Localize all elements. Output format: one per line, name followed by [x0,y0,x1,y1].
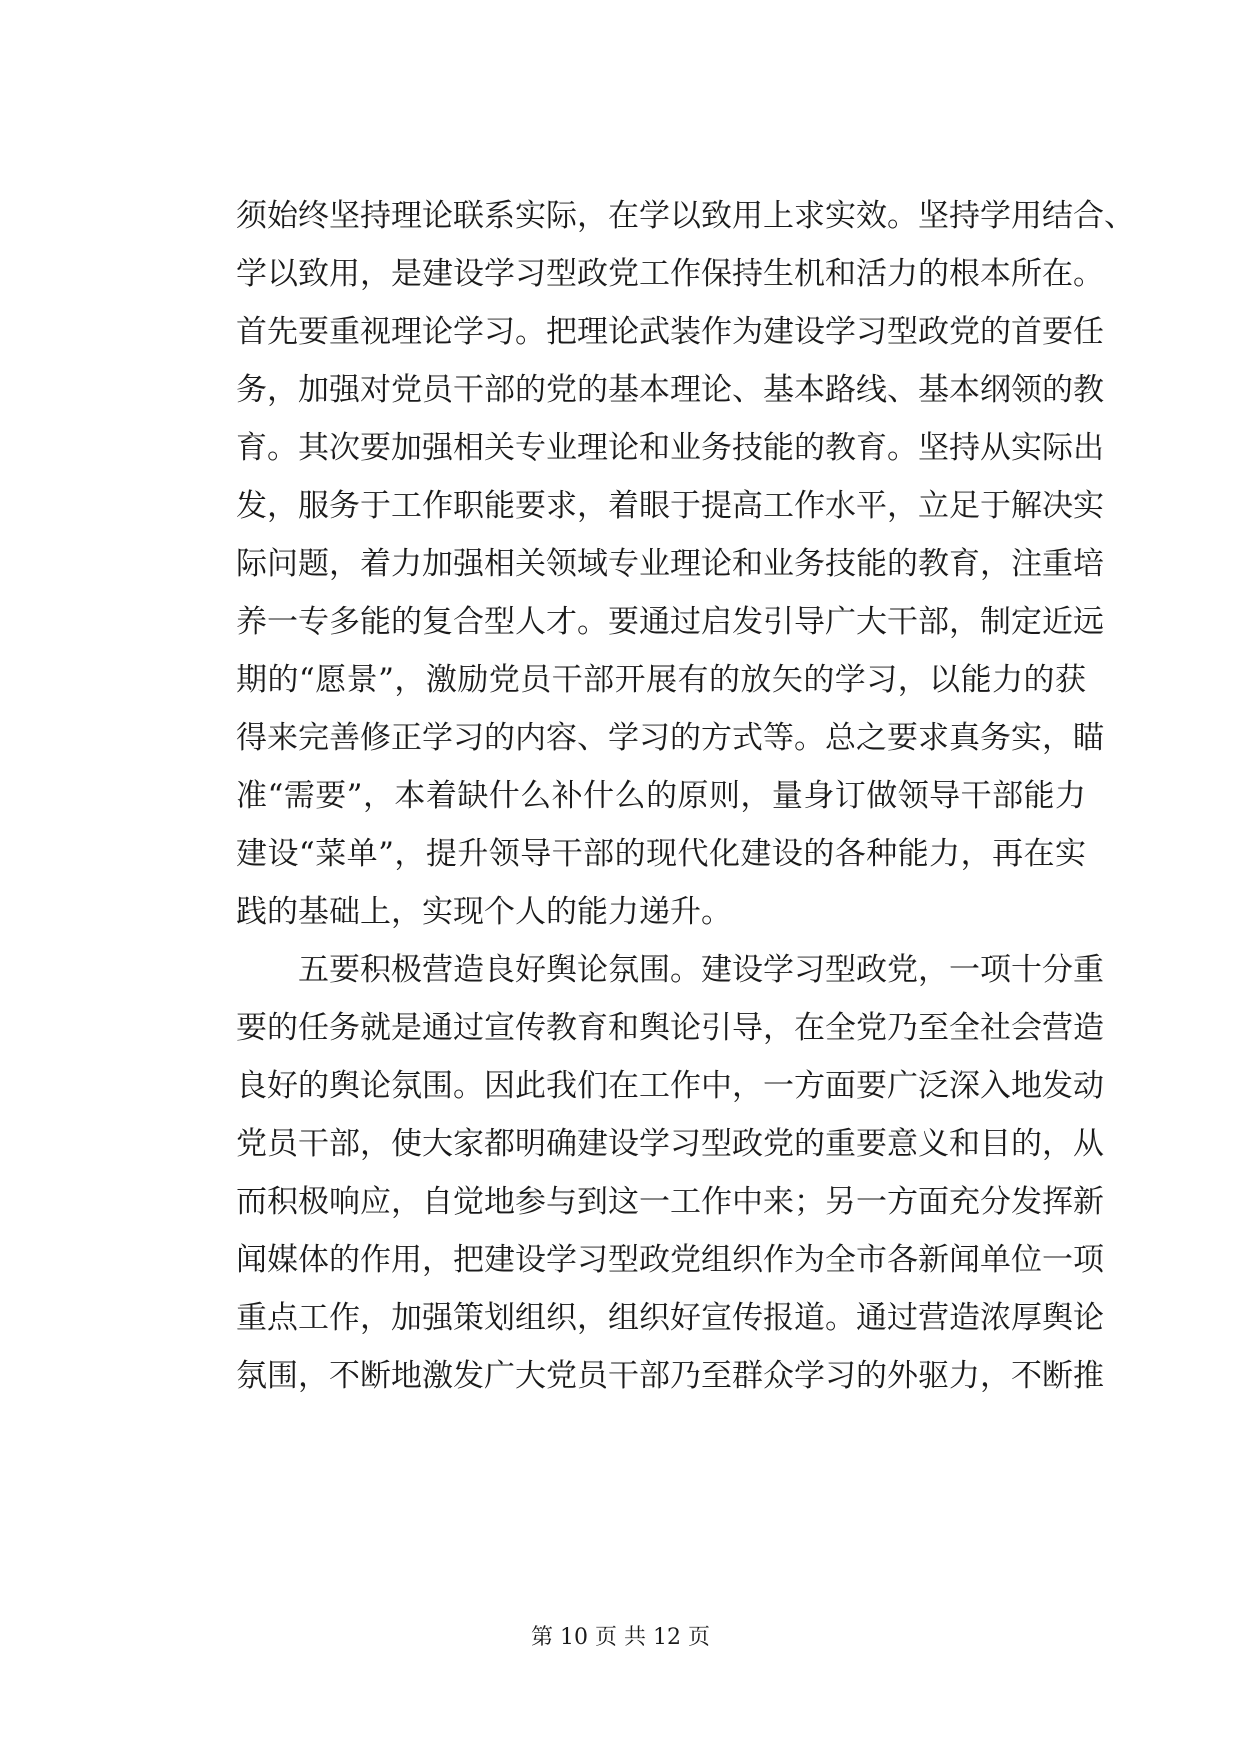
paragraph-1-line-10: 得来完善修正学习的内容、学习的方式等。总之要求真务实，瞄 [236,720,1104,756]
page-number-footer: 第 10 页 共 12 页 [531,1625,710,1650]
paragraph-2-line-3: 良好的舆论氛围。因此我们在工作中，一方面要广泛深入地发动 [236,1068,1104,1104]
paragraph-2-line-8: 氛围，不断地激发广大党员干部乃至群众学习的外驱力，不断推 [236,1358,1104,1394]
paragraph-2-line-1: 五要积极营造良好舆论氛围。建设学习型政党，一项十分重 [298,952,1104,988]
paragraph-2-line-6: 闻媒体的作用，把建设学习型政党组织作为全市各新闻单位一项 [236,1242,1104,1278]
paragraph-1-line-5: 育。其次要加强相关专业理论和业务技能的教育。坚持从实际出 [236,430,1104,466]
paragraph-1-line-4: 务，加强对党员干部的党的基本理论、基本路线、基本纲领的教 [236,372,1104,408]
paragraph-1-line-12: 建设“菜单”，提升领导干部的现代化建设的各种能力，再在实 [236,836,1086,872]
paragraph-1-line-13: 践的基础上，实现个人的能力递升。 [236,894,732,930]
paragraph-1-line-2: 学以致用，是建设学习型政党工作保持生机和活力的根本所在。 [236,256,1104,292]
paragraph-1-line-1: 须始终坚持理论联系实际，在学以致用上求实效。坚持学用结合、 [236,198,1135,234]
paragraph-1-line-9: 期的“愿景”，激励党员干部开展有的放矢的学习，以能力的获 [236,662,1086,698]
paragraph-1-line-6: 发，服务于工作职能要求，着眼于提高工作水平，立足于解决实 [236,488,1104,524]
paragraph-2-line-7: 重点工作，加强策划组织，组织好宣传报道。通过营造浓厚舆论 [236,1300,1104,1336]
paragraph-1-line-3: 首先要重视理论学习。把理论武装作为建设学习型政党的首要任 [236,314,1104,350]
paragraph-1-line-11: 准“需要”，本着缺什么补什么的原则，量身订做领导干部能力 [236,778,1086,814]
paragraph-2-line-5: 而积极响应，自觉地参与到这一工作中来；另一方面充分发挥新 [236,1184,1104,1220]
paragraph-1-line-8: 养一专多能的复合型人才。要通过启发引导广大干部，制定近远 [236,604,1104,640]
paragraph-2-line-2: 要的任务就是通过宣传教育和舆论引导，在全党乃至全社会营造 [236,1010,1104,1046]
paragraph-1-line-7: 际问题，着力加强相关领域专业理论和业务技能的教育，注重培 [236,546,1104,582]
paragraph-2-line-4: 党员干部，使大家都明确建设学习型政党的重要意义和目的，从 [236,1126,1104,1162]
